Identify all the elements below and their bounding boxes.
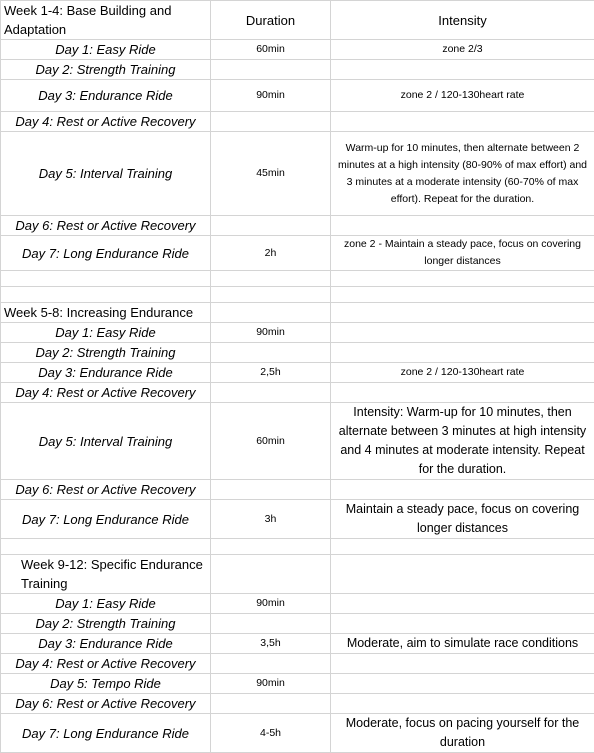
empty-row bbox=[1, 539, 594, 555]
day-cell: Day 1: Easy Ride bbox=[1, 594, 211, 614]
day-cell: Day 5: Interval Training bbox=[1, 403, 211, 480]
intensity-cell: zone 2/3 bbox=[331, 40, 594, 60]
duration-cell: 90min bbox=[211, 80, 331, 112]
table-row bbox=[1, 480, 594, 500]
intensity-cell bbox=[331, 480, 594, 500]
day-cell: Day 6: Rest or Active Recovery bbox=[1, 694, 211, 714]
day-cell: Day 5: Interval Training bbox=[1, 132, 211, 216]
day-cell: Day 2: Strength Training bbox=[1, 343, 211, 363]
intensity-cell: zone 2 - Maintain a steady pace, focus on covering longer distances bbox=[331, 236, 594, 271]
empty-cell bbox=[331, 555, 594, 594]
week-heading-row bbox=[1, 555, 594, 594]
table-row bbox=[1, 132, 594, 216]
day-cell: Day 7: Long Endurance Ride bbox=[1, 714, 211, 753]
intensity-cell: Moderate, aim to simulate race conditions bbox=[331, 634, 594, 654]
table-row bbox=[1, 403, 594, 480]
intensity-cell bbox=[331, 323, 594, 343]
intensity-cell: Moderate, focus on pacing yourself for the duration bbox=[331, 714, 594, 753]
duration-cell bbox=[211, 383, 331, 403]
duration-cell bbox=[211, 216, 331, 236]
table-row bbox=[1, 60, 594, 80]
duration-cell: 3,5h bbox=[211, 634, 331, 654]
day-cell: Day 3: Endurance Ride bbox=[1, 363, 211, 383]
duration-cell: 2h bbox=[211, 236, 331, 271]
intensity-cell bbox=[331, 216, 594, 236]
intensity-cell bbox=[331, 112, 594, 132]
empty-row bbox=[1, 271, 594, 287]
duration-cell bbox=[211, 614, 331, 634]
day-cell: Day 4: Rest or Active Recovery bbox=[1, 654, 211, 674]
duration-column-header: Duration bbox=[211, 1, 331, 40]
duration-cell: 60min bbox=[211, 403, 331, 480]
table-row bbox=[1, 343, 594, 363]
intensity-cell: Intensity: Warm-up for 10 minutes, then alternate between 3 minutes at high intensity and 4 minutes at moderate intensity. Repeat for the duration. bbox=[331, 403, 594, 480]
table-row bbox=[1, 383, 594, 403]
table-row bbox=[1, 323, 594, 343]
intensity-cell bbox=[331, 654, 594, 674]
table-row bbox=[1, 614, 594, 634]
table-row bbox=[1, 363, 594, 383]
table-row bbox=[1, 80, 594, 112]
duration-cell bbox=[211, 343, 331, 363]
duration-cell: 4-5h bbox=[211, 714, 331, 753]
empty-cell bbox=[331, 539, 594, 555]
duration-cell bbox=[211, 480, 331, 500]
empty-cell bbox=[331, 303, 594, 323]
intensity-cell bbox=[331, 614, 594, 634]
table-row bbox=[1, 216, 594, 236]
table-header-row bbox=[1, 1, 594, 40]
table-row bbox=[1, 674, 594, 694]
empty-cell bbox=[211, 303, 331, 323]
intensity-cell bbox=[331, 343, 594, 363]
empty-cell bbox=[211, 539, 331, 555]
table-row bbox=[1, 694, 594, 714]
duration-cell: 60min bbox=[211, 40, 331, 60]
day-cell: Day 2: Strength Training bbox=[1, 60, 211, 80]
table-row bbox=[1, 634, 594, 654]
day-cell: Day 2: Strength Training bbox=[1, 614, 211, 634]
table-row bbox=[1, 714, 594, 753]
empty-row bbox=[1, 287, 594, 303]
duration-cell bbox=[211, 112, 331, 132]
empty-cell bbox=[211, 287, 331, 303]
empty-cell bbox=[1, 271, 211, 287]
empty-cell bbox=[211, 555, 331, 594]
table-row bbox=[1, 236, 594, 271]
intensity-cell bbox=[331, 694, 594, 714]
duration-cell: 90min bbox=[211, 674, 331, 694]
duration-cell: 90min bbox=[211, 323, 331, 343]
week-heading: Week 9-12: Specific Endurance Training bbox=[1, 555, 211, 594]
day-cell: Day 4: Rest or Active Recovery bbox=[1, 383, 211, 403]
intensity-cell: Maintain a steady pace, focus on covering longer distances bbox=[331, 500, 594, 539]
day-cell: Day 3: Endurance Ride bbox=[1, 634, 211, 654]
day-cell: Day 1: Easy Ride bbox=[1, 40, 211, 60]
day-cell: Day 4: Rest or Active Recovery bbox=[1, 112, 211, 132]
day-cell: Day 6: Rest or Active Recovery bbox=[1, 480, 211, 500]
intensity-column-header: Intensity bbox=[331, 1, 594, 40]
duration-cell: 90min bbox=[211, 594, 331, 614]
empty-cell bbox=[1, 287, 211, 303]
week-heading-row bbox=[1, 303, 594, 323]
intensity-cell bbox=[331, 674, 594, 694]
week-heading: Week 1-4: Base Building and Adaptation bbox=[1, 1, 211, 40]
table-row bbox=[1, 594, 594, 614]
duration-cell bbox=[211, 654, 331, 674]
table-row bbox=[1, 40, 594, 60]
duration-cell: 45min bbox=[211, 132, 331, 216]
day-cell: Day 6: Rest or Active Recovery bbox=[1, 216, 211, 236]
day-cell: Day 7: Long Endurance Ride bbox=[1, 500, 211, 539]
day-cell: Day 7: Long Endurance Ride bbox=[1, 236, 211, 271]
week-heading: Week 5-8: Increasing Endurance bbox=[1, 303, 211, 323]
empty-cell bbox=[331, 287, 594, 303]
intensity-cell: zone 2 / 120-130heart rate bbox=[331, 363, 594, 383]
intensity-cell bbox=[331, 60, 594, 80]
duration-cell bbox=[211, 694, 331, 714]
intensity-cell bbox=[331, 383, 594, 403]
intensity-cell bbox=[331, 594, 594, 614]
duration-cell: 3h bbox=[211, 500, 331, 539]
day-cell: Day 3: Endurance Ride bbox=[1, 80, 211, 112]
table-row bbox=[1, 112, 594, 132]
duration-cell: 2,5h bbox=[211, 363, 331, 383]
empty-cell bbox=[211, 271, 331, 287]
empty-cell bbox=[331, 271, 594, 287]
day-cell: Day 5: Tempo Ride bbox=[1, 674, 211, 694]
day-cell: Day 1: Easy Ride bbox=[1, 323, 211, 343]
intensity-cell: Warm-up for 10 minutes, then alternate between 2 minutes at a high intensity (80-90% of max effort) and 3 minutes at a moderate intensity (60-70% of max effort). Repeat for the duration. bbox=[331, 132, 594, 216]
intensity-cell: zone 2 / 120-130heart rate bbox=[331, 80, 594, 112]
table-row bbox=[1, 654, 594, 674]
duration-cell bbox=[211, 60, 331, 80]
empty-cell bbox=[1, 539, 211, 555]
table-row bbox=[1, 500, 594, 539]
